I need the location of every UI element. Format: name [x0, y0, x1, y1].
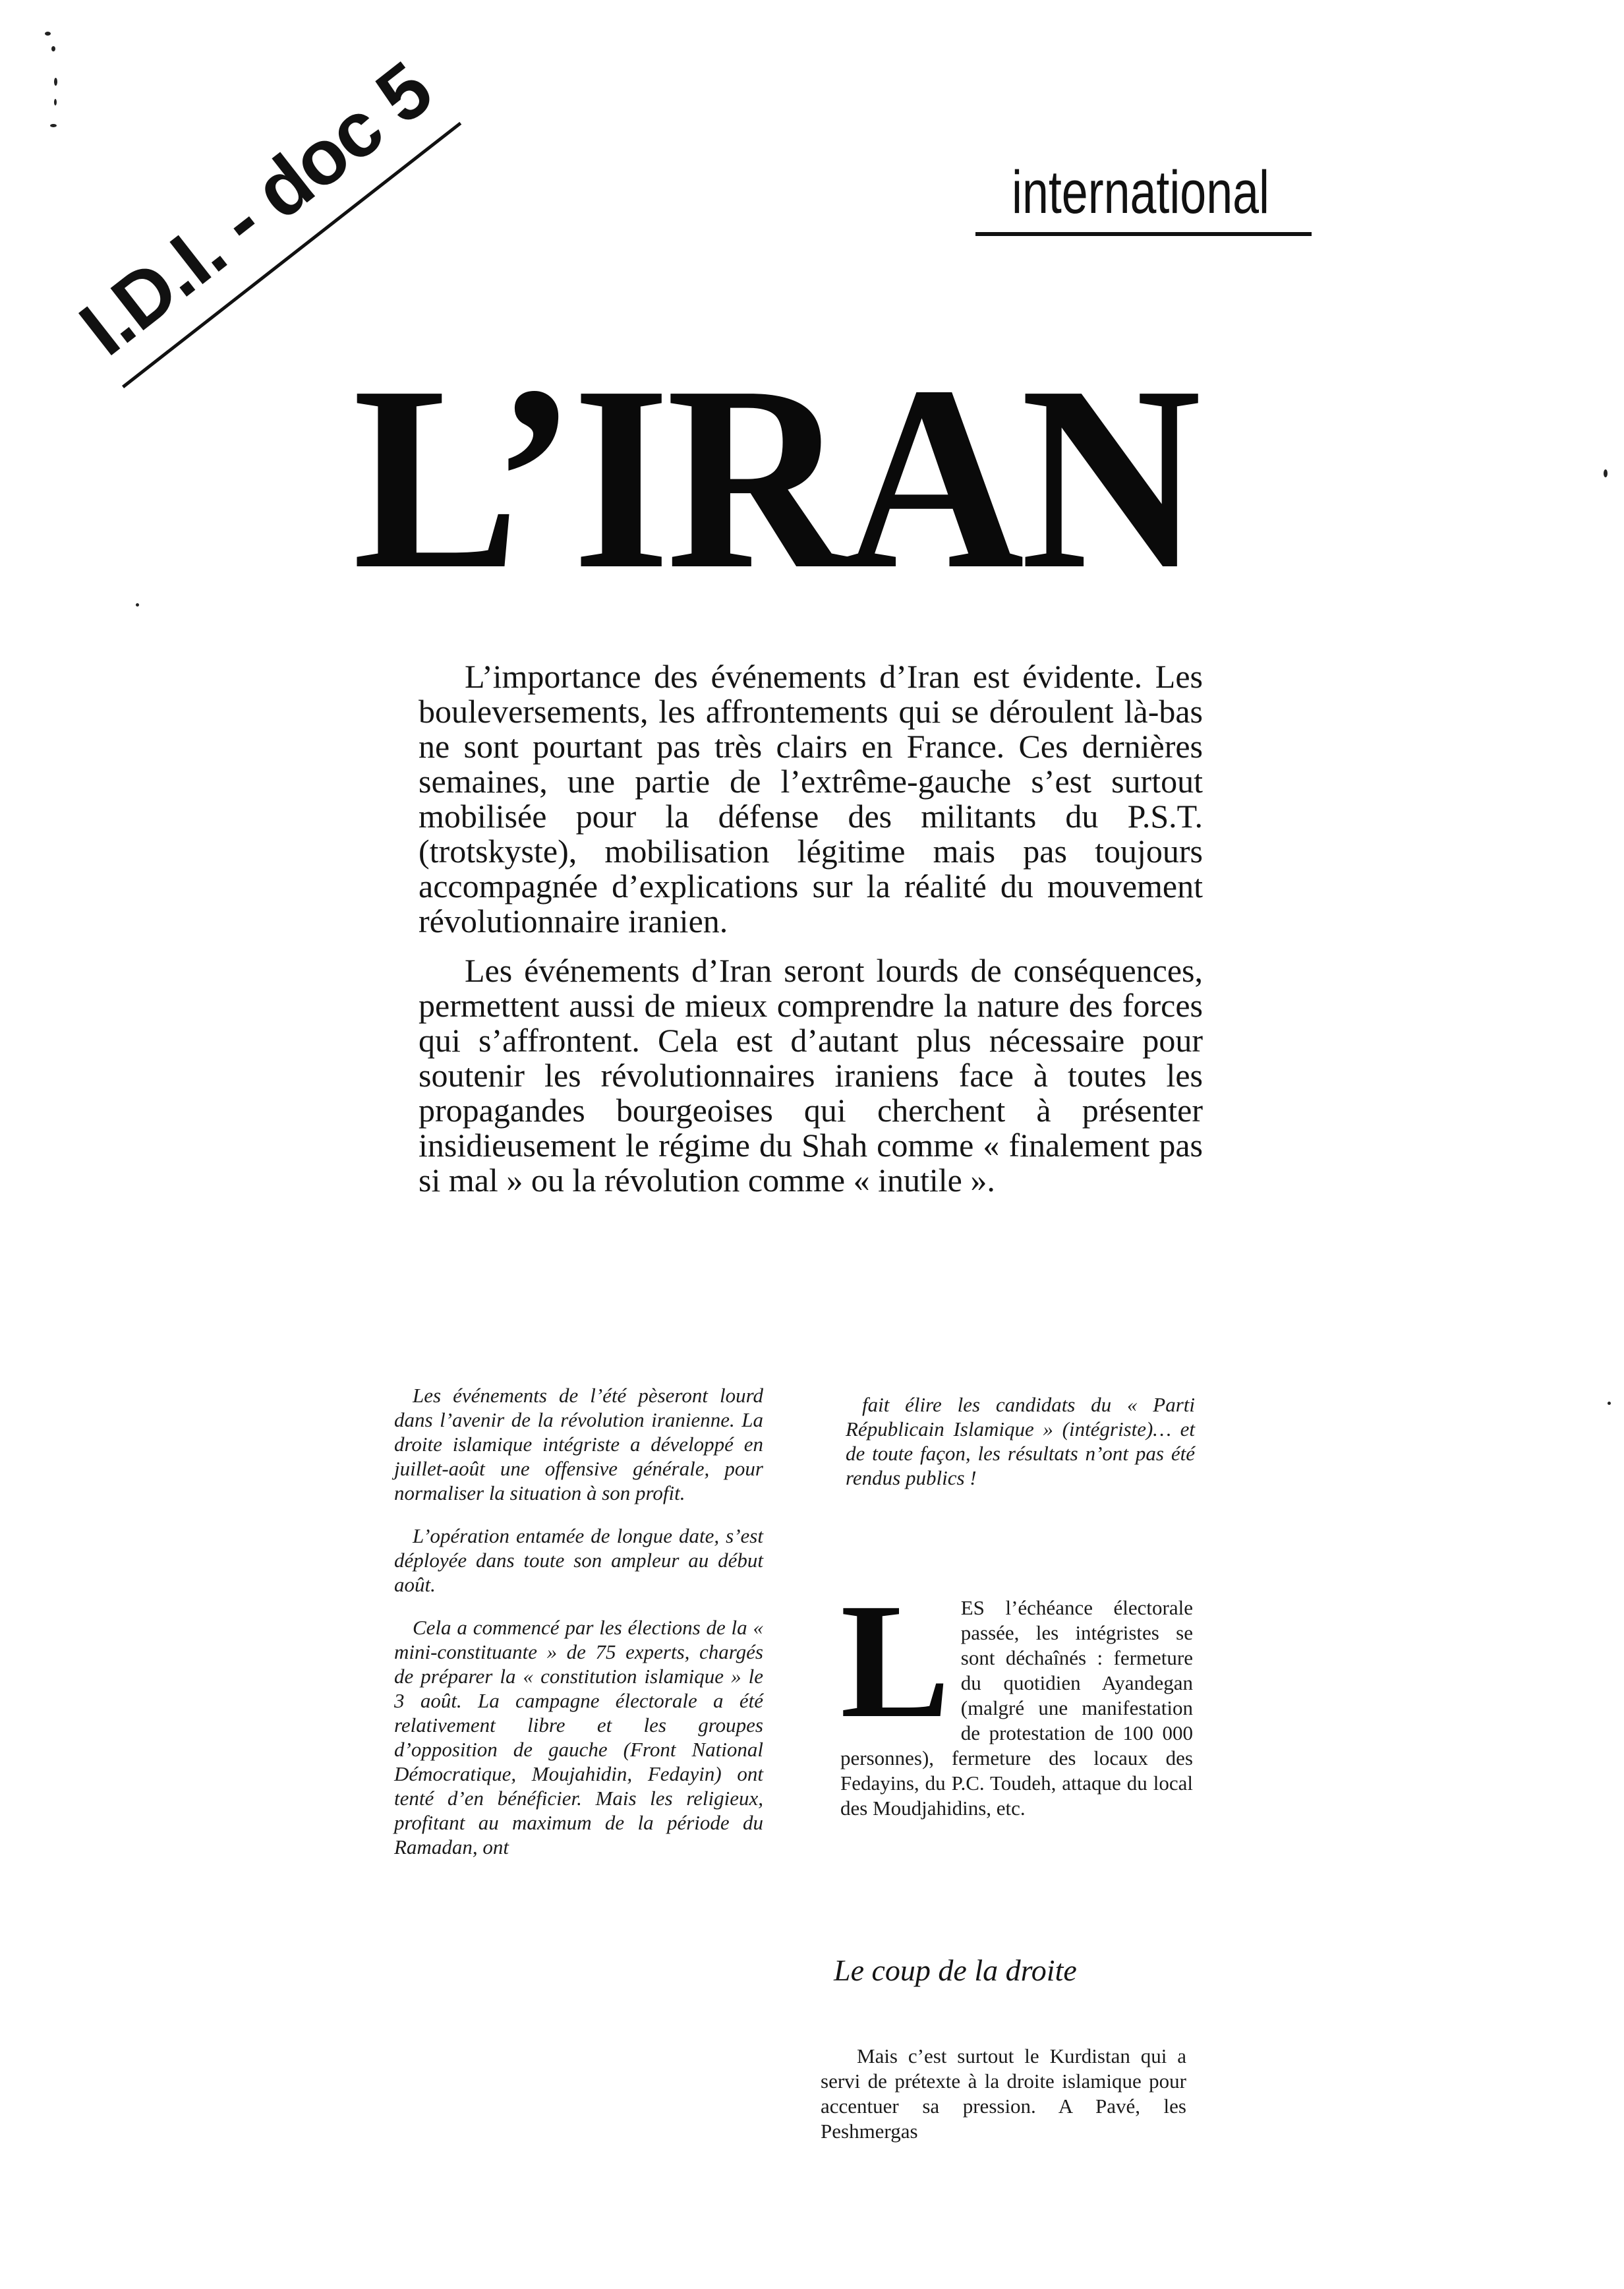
intro-paragraph: Les événements d’Iran seront lourds de conséquences, permettent aussi de mieux comprendre la nature des forces qui s’affrontent. Cela est d’autant plus nécessaire pour soutenir les révolutionnaires iraniens face à toutes les propagandes bourgeoises qui cherchent à présenter insidieusement le régime du Shah comme « finalement pas si mal » ou la révolution comme « inutile ». — [419, 952, 1203, 1199]
scan-speck — [54, 99, 57, 105]
intro-text — [419, 659, 1203, 1212]
headline: L’IRAN — [353, 332, 1198, 624]
document-stamp: I.D.I. - doc 5 — [64, 45, 448, 372]
scan-speck — [54, 78, 57, 86]
subheading: Le coup de la droite — [834, 1953, 1077, 1987]
column-left — [394, 1383, 763, 1878]
scan-speck — [1604, 469, 1608, 477]
column-paragraph: Les événements de l’été pèseront lourd dans l’avenir de la révolution iranienne. La droite islamique intégriste a développé en juillet-août une offensive générale, pour normaliser la situation à son profit. — [394, 1384, 763, 1504]
section-underline — [975, 232, 1312, 236]
scan-speck — [45, 32, 51, 36]
column-paragraph: Mais c’est surtout le Kurdistan qui a servi de prétexte à la droite islamique pour accentuer sa pression. A Pavé, les Peshmergas — [821, 2044, 1186, 2143]
scan-speck — [51, 46, 55, 51]
column-right-top — [846, 1392, 1195, 1508]
drop-cap: L — [840, 1570, 950, 1752]
column-paragraph: L’opération entamée de longue date, s’est déployée dans toute son ampleur au début août. — [394, 1524, 763, 1596]
column-paragraph: ES l’échéance électorale passée, les intégristes se sont déchaînés : fermeture du quotidien Ayandegan (malgré une manifestation de protestation de 100 000 personnes), fermeture des locaux des Fedayins, du P.C. Toudeh, attaque du local des Moudjahidins, etc. — [840, 1596, 1193, 1820]
section-label: international — [1012, 159, 1269, 226]
column-paragraph: fait élire les candidats du « Parti Républicain Islamique » (intégriste)… et de toute façon, les résultats n’ont pas été rendus publics ! — [846, 1393, 1195, 1489]
scan-speck — [50, 124, 57, 127]
intro-paragraph: L’importance des événements d’Iran est évidente. Les bouleversements, les affrontements qui se déroulent là-bas ne sont pourtant pas très clairs en France. Ces dernières semaines, une partie de l’extrême-gauche s’est surtout mobilisée pour la défense des militants du P.S.T. (trotskyste), mobilisation légitime mais pas toujours accompagnée d’explications sur la réalité du mouvement révolutionnaire iranien. — [419, 658, 1203, 939]
scan-speck — [136, 603, 139, 607]
column-paragraph: Cela a commencé par les élections de la « mini-constituante » de 75 experts, chargés de préparer la « constitution islamique » le 3 août. La campagne électorale a été relativement libre et les groupes d’opposition de gauche (Front National Démocratique, Moujahidin, Fedayin) ont tenté d’en bénéficier. Mais les religieux, profitant au maximum de la période du Ramadan, ont — [394, 1616, 763, 1858]
scan-speck — [1608, 1402, 1611, 1405]
column-right-bottom — [821, 2044, 1186, 2144]
column-right-body — [840, 1570, 1193, 1821]
